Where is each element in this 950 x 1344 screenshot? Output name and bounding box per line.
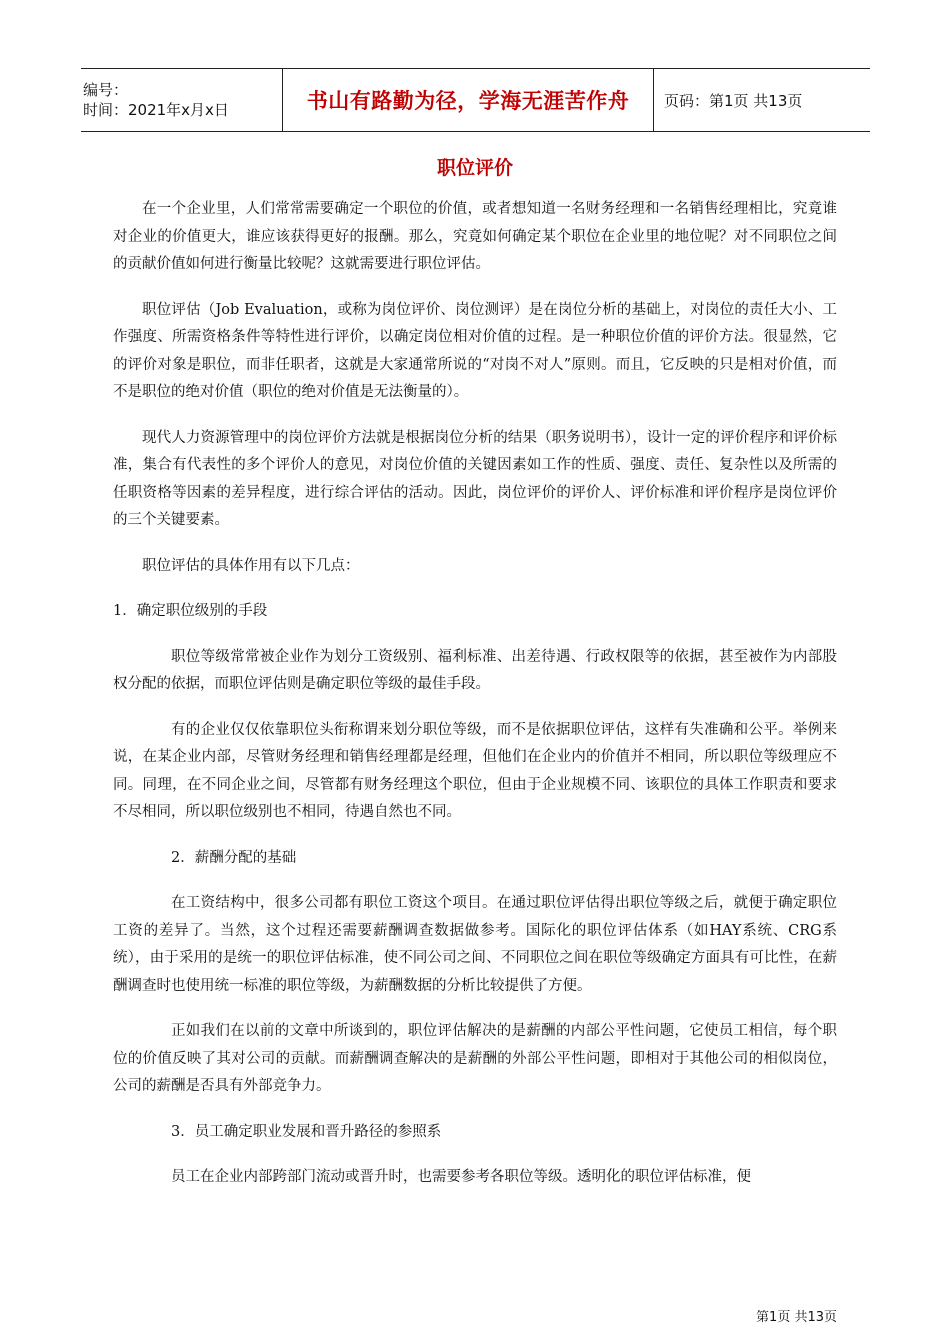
header-page-number: 页码：第1页 共13页 — [664, 91, 803, 110]
section-heading: 2．薪酬分配的基础 — [171, 849, 297, 866]
paragraph: 职位评估（Job Evaluation，或称为岗位评价、岗位测评）是在岗位分析的基础上，对岗位的责任大小、工作强度、所需资格条件等特性进行评价，以确定岗位相对价值的过程。是一种职位价值的评价方法。很显然，它的评价对象是职位，而非任职者，这就是大家通常所说的“对岗不对人”原则。而且，它反映的只是相对价值，而不是职位的绝对价值（职位的绝对价值是无法衡量的）。 — [113, 301, 837, 400]
page-footer: 第1页 共13页 — [756, 1310, 837, 1325]
page-header — [81, 68, 870, 132]
paragraph: 在工资结构中，很多公司都有职位工资这个项目。在通过职位评估得出职位等级之后，就便于确定职位工资的差异了。当然，这个过程还需要薪酬调查数据做参考。国际化的职位评估体系（如HAY系统、CRG系统），由于采用的是统一的职位评估标准，使不同公司之间、不同职位之间在职位等级确定方面具有可比性，在薪酬调查时也使用统一标准的职位等级，为薪酬数据的分析比较提供了方便。 — [113, 895, 837, 994]
header-motto: 书山有路勤为径，学海无涯苦作舟 — [283, 69, 654, 131]
paragraph: 有的企业仅仅依靠职位头衔称谓来划分职位等级，而不是依据职位评估，这样有失准确和公平。举例来说，在某企业内部，尽管财务经理和销售经理都是经理，但他们在企业内的价值并不相同，所以职位等级理应不同。同理，在不同企业之间，尽管都有财务经理这个职位，但由于企业规模不同、该职位的具体工作职责和要求不尽相同，所以职位级别也不相同，待遇自然也不同。 — [113, 721, 837, 820]
paragraph: 在一个企业里，人们常常需要确定一个职位的价值，或者想知道一名财务经理和一名销售经理相比，究竟谁对企业的价值更大，谁应该获得更好的报酬。那么，究竟如何确定某个职位在企业里的地位呢？对不同职位之间的贡献价值如何进行衡量比较呢？这就需要进行职位评估。 — [113, 201, 837, 272]
paragraph: 员工在企业内部跨部门流动或晋升时，也需要参考各职位等级。透明化的职位评估标准，便 — [171, 1169, 751, 1185]
paragraph: 正如我们在以前的文章中所谈到的，职位评估解决的是薪酬的内部公平性问题，它使员工相信，每个职位的价值反映了其对公司的贡献。而薪酬调查解决的是薪酬的外部公平性问题，即相对于其他公司的相似岗位，公司的薪酬是否具有外部竞争力。 — [113, 1023, 837, 1094]
time-label: 时间：2021年x月x日 — [83, 101, 229, 119]
paragraph: 职位评估的具体作用有以下几点： — [142, 557, 360, 574]
header-meta — [81, 69, 283, 131]
code-label: 编号： — [83, 81, 129, 99]
paragraph: 现代人力资源管理中的岗位评价方法就是根据岗位分析的结果（职务说明书），设计一定的评价程序和评价标准，集合有代表性的多个评价人的意见，对岗位价值的关键因素如工作的性质、强度、责任、复杂性以及所需的任职资格等因素的差异程度，进行综合评估的活动。因此，岗位评价的评价人、评价标准和评价程序是岗位评价的三个关键要素。 — [113, 429, 837, 528]
section-heading: 1．确定职位级别的手段 — [113, 603, 268, 619]
section-heading: 3．员工确定职业发展和晋升路径的参照系 — [171, 1123, 442, 1140]
document-title: 职位评价 — [436, 157, 513, 179]
document-body — [113, 196, 837, 1210]
paragraph: 职位等级常常被企业作为划分工资级别、福利标准、出差待遇、行政权限等的依据，甚至被作为内部股权分配的依据，而职位评估则是确定职位等级的最佳手段。 — [113, 648, 837, 692]
